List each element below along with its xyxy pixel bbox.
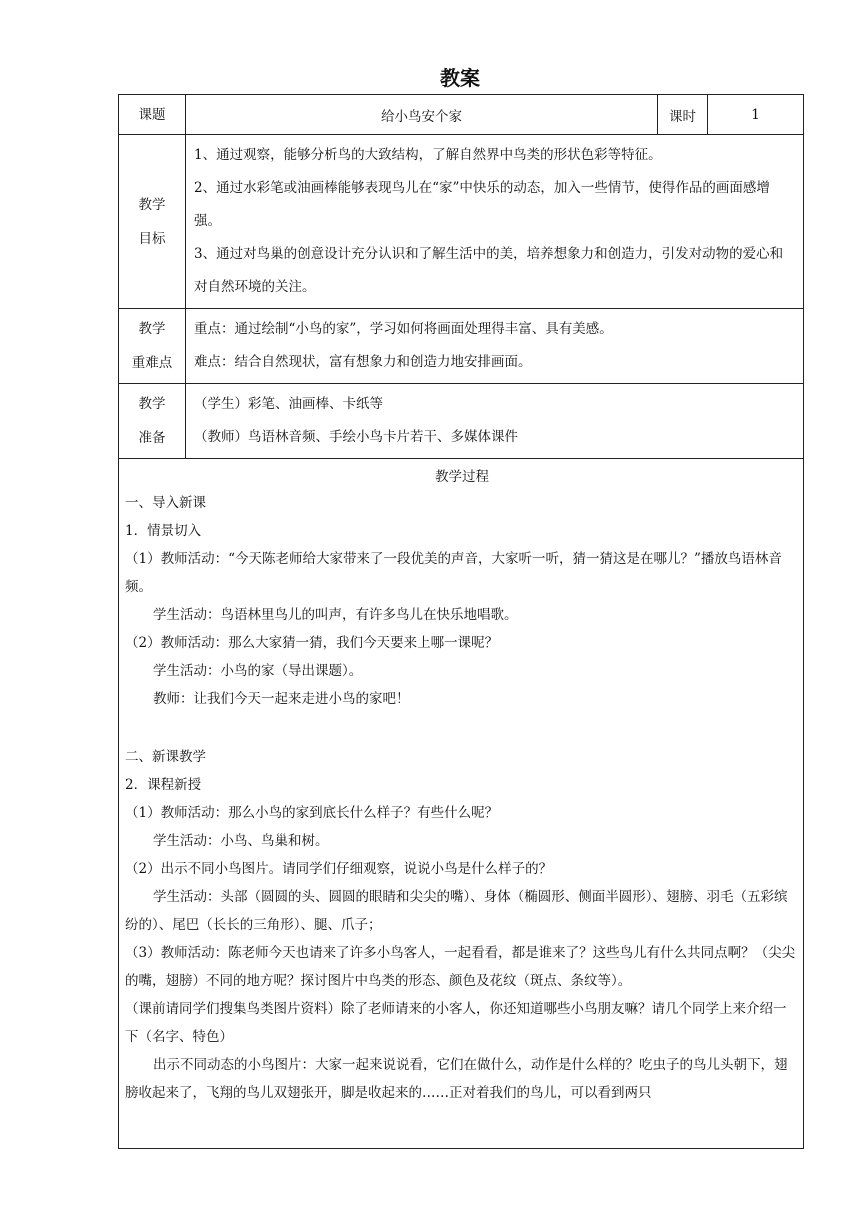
process-paragraph: 学生活动：小鸟、鸟巢和树。 [153,833,329,849]
difficulty-text: 难点：结合自然现状，富有想象力和创造力地安排画面。 [194,354,532,370]
process-paragraph: 学生活动：头部（圆圆的头、圆圆的眼睛和尖尖的嘴）、身体（椭圆形、侧面半圆形）、翅膀、羽毛（五彩缤纷的）、尾巴（长长的三角形）、腿、爪子； [125,889,788,933]
process-paragraph: 学生活动：鸟语林里鸟儿的叫声，有许多鸟儿在快乐地唱歌。 [153,607,518,623]
teacher-materials: （教师）鸟语林音频、手绘小鸟卡片若干、多媒体课件 [194,429,518,445]
process-content [119,459,804,1149]
objective-item: 3、通过对鸟巢的创意设计充分认识和了解生活中的美，培养想象力和创造力，引发对动物的爱心和对自然环境的关注。 [194,246,784,295]
topic-value: 给小鸟安个家 [186,95,658,135]
process-paragraph: （课前请同学们搜集鸟类图片资料）除了老师请来的小客人，你还知道哪些小鸟朋友嘛？请几个同学上来介绍一下（名字、特色） [125,1001,787,1045]
objectives-content [186,135,804,309]
objective-item: 1、通过观察，能够分析鸟的大致结构，了解自然界中鸟类的形状色彩等特征。 [194,147,662,163]
key-points-label-line1: 教学 [138,321,166,337]
process-paragraph: （1）教师活动：那么小鸟的家到底长什么样子？有些什么呢？ [125,805,499,821]
page-title: 教案 [440,66,480,90]
process-paragraph: 出示不同动态的小鸟图片：大家一起来说说看，它们在做什么，动作是什么样的？吃虫子的鸟儿头朝下，翅膀收起来了，飞翔的鸟儿双翅张开，脚是收起来的……正对着我们的鸟儿，可以看到两只 [125,1057,788,1101]
preparation-content [186,384,804,459]
hours-label: 课时 [658,95,708,135]
preparation-label-line1: 教学 [138,396,166,412]
objectives-label [119,135,186,309]
lesson-plan-table [118,94,804,1149]
objective-item: 2、通过水彩笔或油画棒能够表现鸟儿在“家”中快乐的动态，加入一些情节，使得作品的画面感增强。 [194,180,770,229]
process-row [119,459,804,1149]
process-paragraph: 学生活动：小鸟的家（导出课题）。 [153,663,363,679]
key-points-label [119,309,186,384]
topic-row [119,95,804,135]
process-paragraph: （1）教师活动：“今天陈老师给大家带来了一段优美的声音，大家听一听，猜一猜这是在哪儿？”播放鸟语林音频。 [125,551,782,595]
objectives-row [119,135,804,309]
spacer [125,713,799,743]
section-heading: 一、导入新课 [125,495,206,511]
key-points-label-line2: 重难点 [131,355,173,371]
key-points-row [119,309,804,384]
objectives-label-line2: 目标 [138,230,166,247]
topic-label: 课题 [119,95,186,135]
focus-text: 重点：通过绘制“小鸟的家”，学习如何将画面处理得丰富、具有美感。 [194,321,613,337]
section-heading: 二、新课教学 [125,749,206,765]
objectives-label-line1: 教学 [138,196,166,213]
process-title: 教学过程 [435,469,489,485]
key-points-content [186,309,804,384]
student-materials: （学生）彩笔、油画棒、卡纸等 [194,396,383,412]
subsection-heading: 2．课程新授 [125,777,202,793]
preparation-label [119,384,186,459]
process-paragraph: （2）出示不同小鸟图片。请同学们仔细观察，说说小鸟是什么样子的？ [125,861,553,877]
preparation-row [119,384,804,459]
hours-value: 1 [708,95,804,135]
process-paragraph: 教师：让我们今天一起来走进小鸟的家吧！ [153,691,410,707]
process-paragraph: （2）教师活动：那么大家猜一猜，我们今天要来上哪一课呢？ [125,635,499,651]
subsection-heading: 1．情景切入 [125,523,202,539]
preparation-label-line2: 准备 [138,430,166,446]
process-paragraph: （3）教师活动：陈老师今天也请来了许多小鸟客人，一起看看，都是谁来了？这些鸟儿有什么共同点啊？（尖尖的嘴，翅膀）不同的地方呢？探讨图片中鸟类的形态、颜色及花纹（斑点、条纹等）。 [125,945,796,989]
